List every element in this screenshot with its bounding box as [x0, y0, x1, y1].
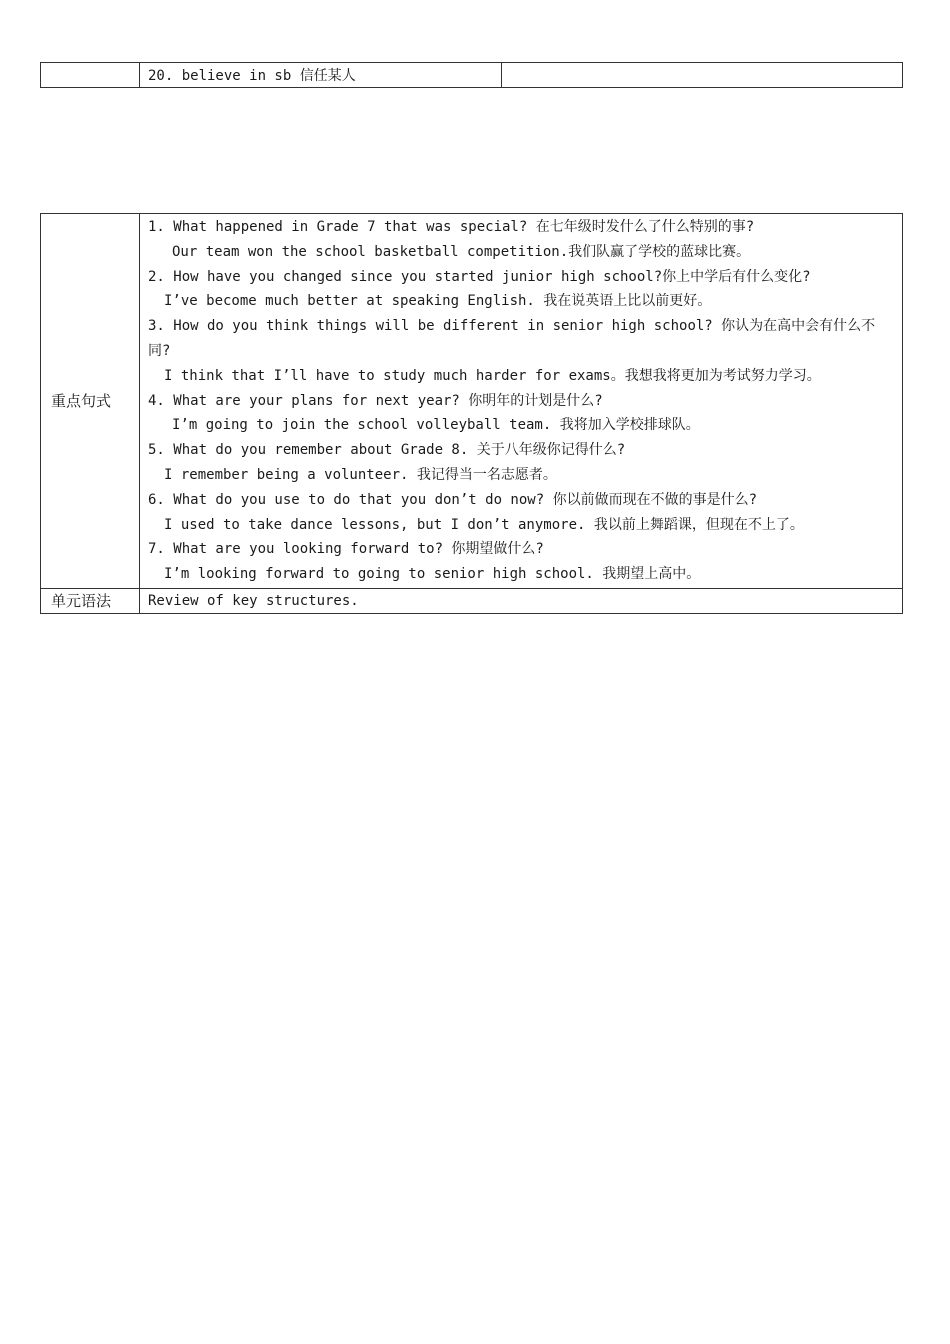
vocab-phrase: 20. believe in sb 信任某人 [140, 63, 502, 88]
table-row [41, 63, 903, 88]
label-cell-empty [41, 63, 140, 88]
table-row-grammar [41, 588, 903, 613]
sentence-line: I’m looking forward to going to senior high school. 我期望上高中。 [164, 566, 701, 583]
sentence-line: 6. What do you use to do that you don’t do now? 你以前做而现在不做的事是什么? [148, 491, 758, 508]
sentences-label: 重点句式 [41, 214, 140, 589]
sentence-line: 3. How do you think things will be different in senior high school? 你认为在高中会有什么不同? [148, 318, 876, 359]
sentence-line: I remember being a volunteer. 我记得当一名志愿者。 [164, 466, 557, 483]
table-row-sentences [41, 214, 903, 589]
sentence-line: 7. What are you looking forward to? 你期望做什么? [148, 541, 544, 558]
sentence-line: I’ve become much better at speaking English. 我在说英语上比以前更好。 [164, 293, 712, 310]
vocab-cell-empty [502, 63, 903, 88]
sentence-line: I used to take dance lessons, but I don’t anymore. 我以前上舞蹈课，但现在不上了。 [164, 516, 804, 533]
vocabulary-table [40, 62, 903, 88]
sentences-cell [140, 214, 903, 589]
sentence-line: 1. What happened in Grade 7 that was special? 在七年级时发什么了什么特别的事? [148, 219, 755, 235]
sentence-line: 4. What are your plans for next year? 你明年的计划是什么? [148, 392, 603, 409]
grammar-text: Review of key structures. [140, 588, 903, 613]
grammar-label: 单元语法 [41, 588, 140, 613]
sentence-line: Our team won the school basketball competition.我们队赢了学校的蓝球比赛。 [172, 243, 751, 260]
sentence-line: I’m going to join the school volleyball team. 我将加入学校排球队。 [172, 417, 700, 434]
sentence-line: 5. What do you remember about Grade 8. 关于八年级你记得什么? [148, 442, 626, 459]
sentence-line: 2. How have you changed since you started junior high school?你上中学后有什么变化? [148, 268, 811, 285]
sentence-line: I think that I’ll have to study much harder for exams。我想我将更加为考试努力学习。 [164, 367, 821, 384]
key-points-table [40, 213, 903, 614]
